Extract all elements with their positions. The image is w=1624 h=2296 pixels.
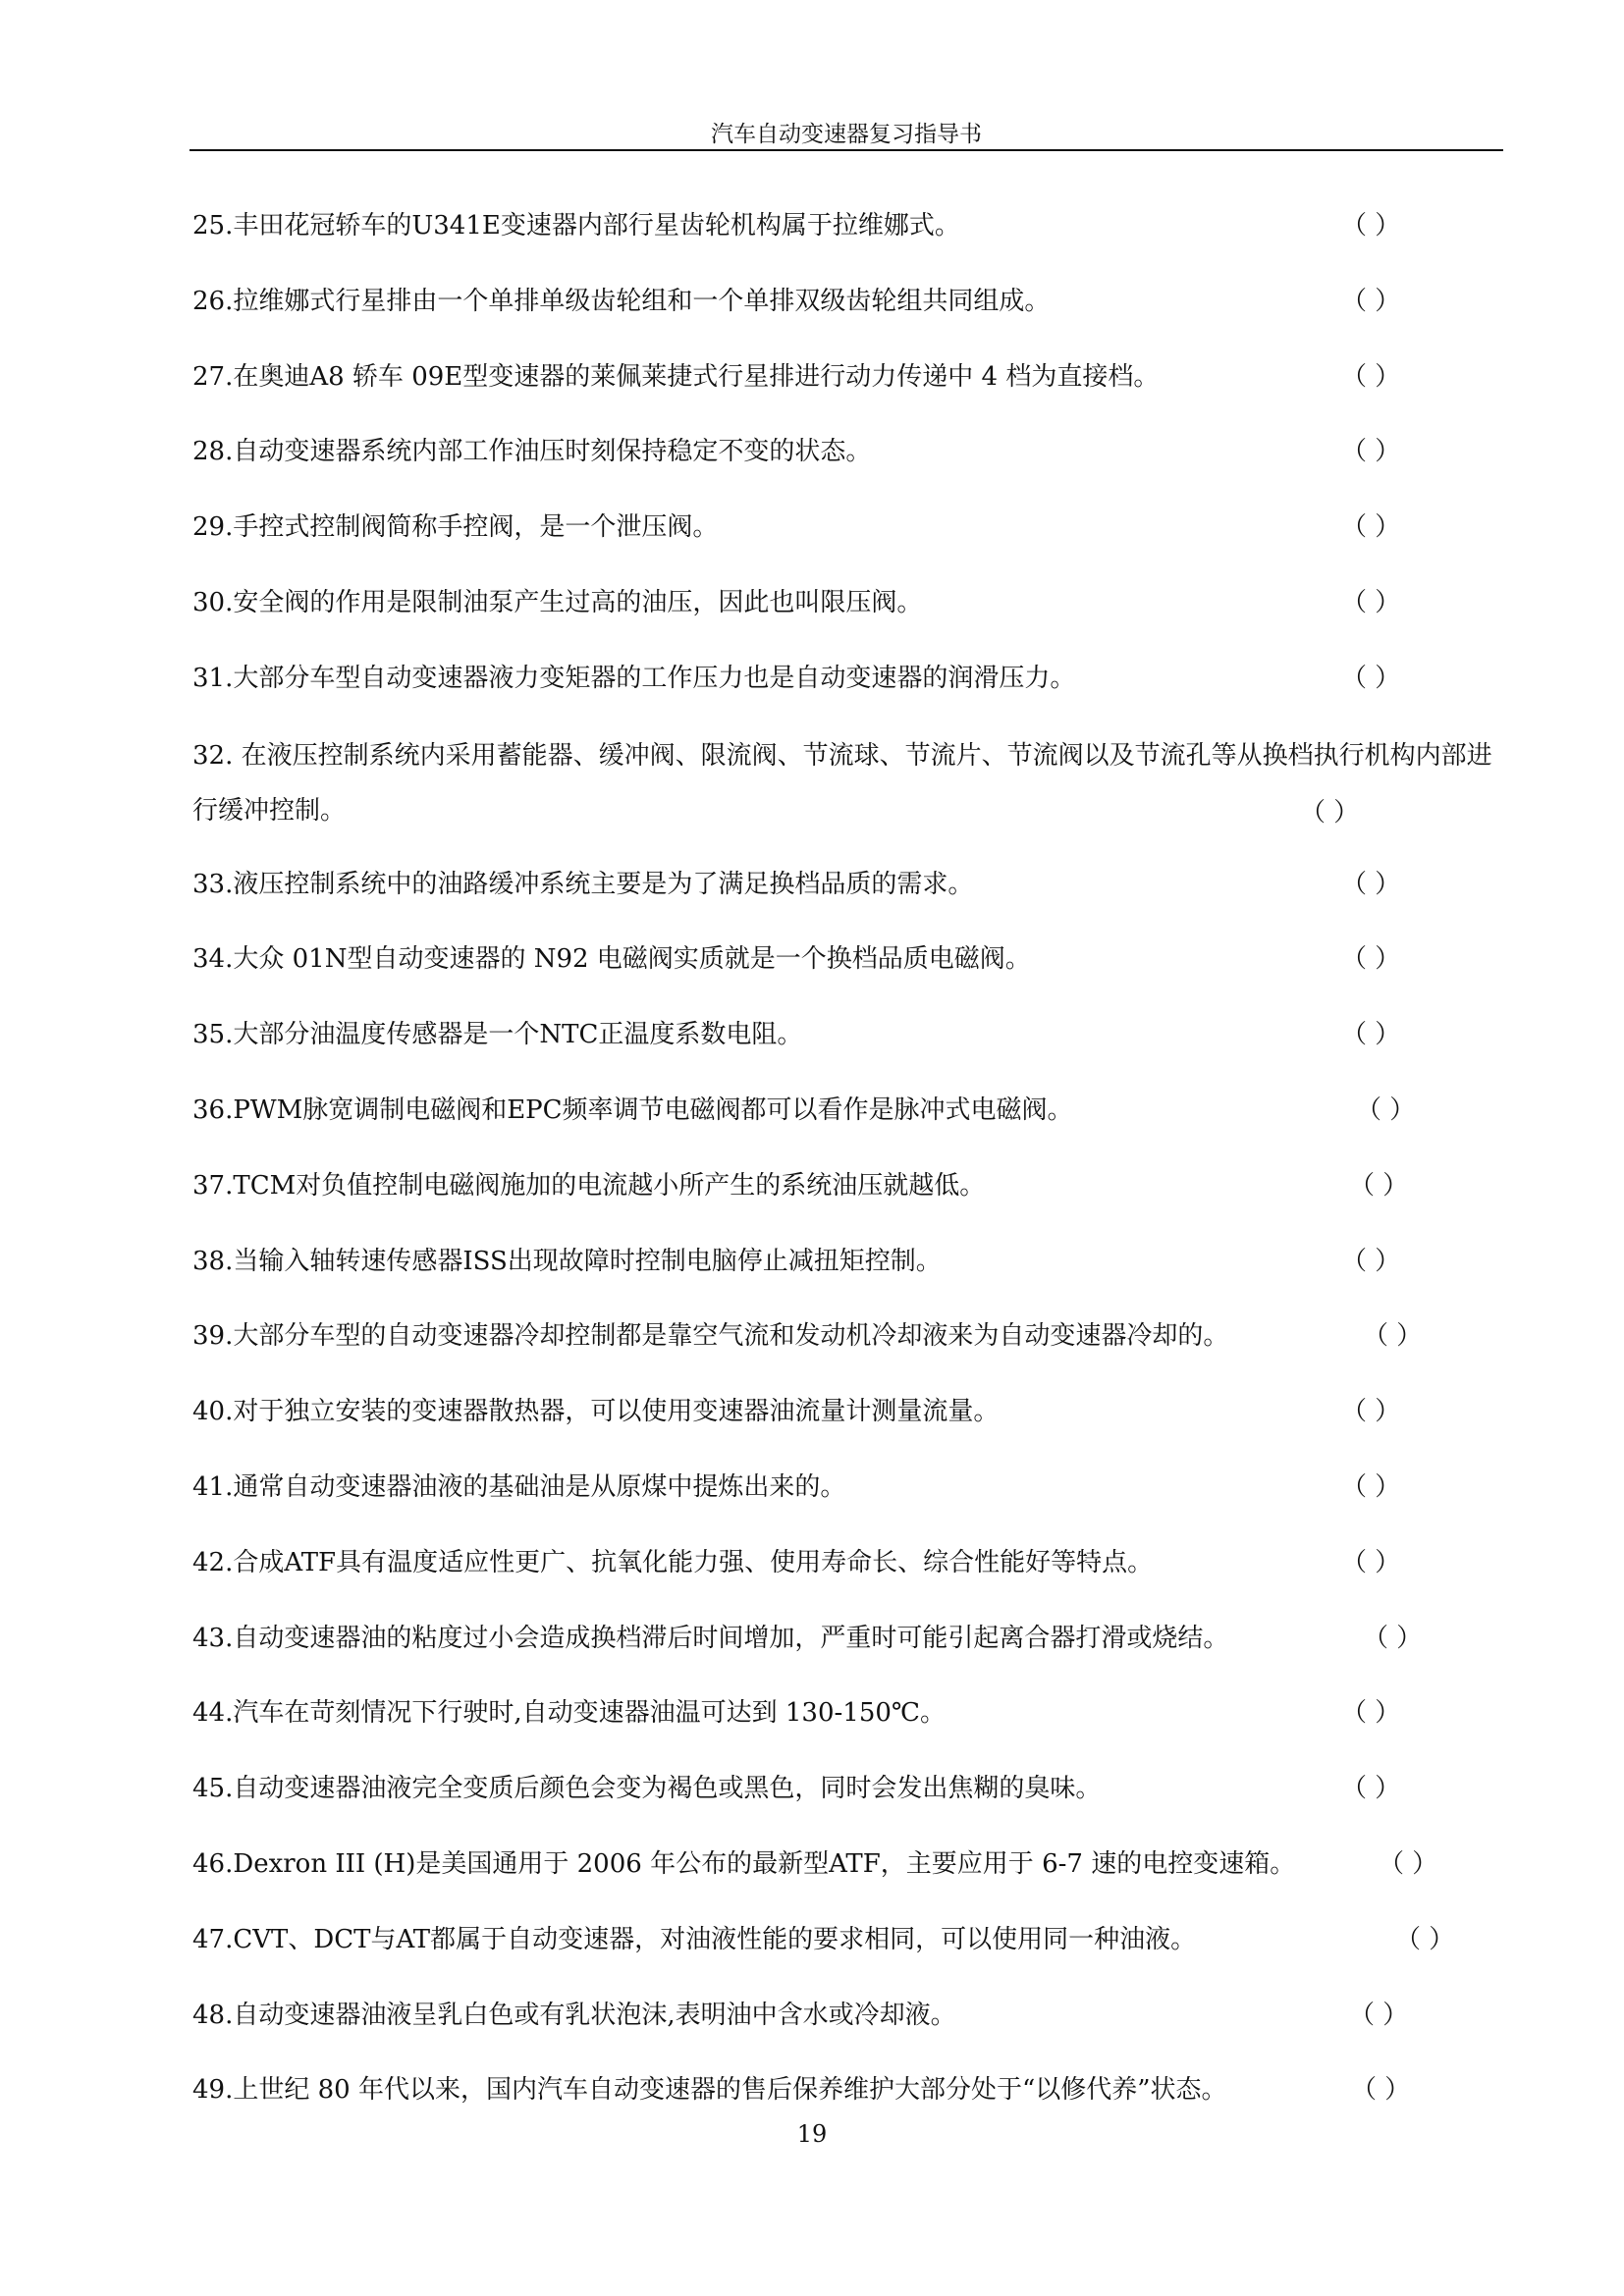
answer-blank: （ ）	[1363, 1321, 1423, 1352]
answer-blank: （ ）	[1395, 1924, 1455, 1954]
question-text: 39.大部分车型的自动变速器冷却控制都是靠空气流和发动机冷却液来为自动变速器冷却的。	[192, 1321, 1229, 1352]
question-item-43	[192, 1609, 1508, 1684]
answer-blank: （ ）	[1341, 1246, 1401, 1276]
question-item-40	[192, 1382, 1508, 1458]
question-item-25	[192, 196, 1508, 272]
question-text: 35.大部分油温度传感器是一个NTC正温度系数电阻。	[192, 1020, 803, 1050]
question-text: 47.CVT、DCT与AT都属于自动变速器，对油液性能的要求相同，可以使用同一种油液。	[192, 1924, 1197, 1954]
answer-blank: （ ）	[1341, 1020, 1401, 1050]
question-item-31	[192, 649, 1508, 724]
question-item-30	[192, 573, 1508, 649]
answer-blank: （ ）	[1341, 1698, 1401, 1729]
question-text: 33.液压控制系统中的油路缓冲系统主要是为了满足换档品质的需求。	[192, 869, 974, 899]
question-item-41	[192, 1458, 1508, 1533]
question-item-35	[192, 1005, 1508, 1081]
question-item-48	[192, 1986, 1508, 2061]
question-item-26	[192, 272, 1508, 347]
question-text: 37.TCM对负值控制电磁阀施加的电流越小所产生的系统油压就越低。	[192, 1170, 986, 1201]
answer-blank: （ ）	[1341, 286, 1401, 316]
question-item-28	[192, 422, 1508, 498]
question-item-32	[192, 724, 1508, 855]
answer-blank: （ ）	[1341, 512, 1401, 543]
question-text: 41.通常自动变速器油液的基础油是从原煤中提炼出来的。	[192, 1471, 846, 1502]
answer-blank: （ ）	[1341, 944, 1401, 975]
question-text: 40.对于独立安装的变速器散热器，可以使用变速器油流量计测量流量。	[192, 1397, 1000, 1427]
answer-blank: （ ）	[1341, 1774, 1401, 1804]
question-text: 46.Dexron III (H)是美国通用于 2006 年公布的最新型ATF，主要应用于 6-7 速的电控变速箱。	[192, 1848, 1296, 1879]
question-item-36	[192, 1081, 1508, 1156]
answer-blank: （ ）	[1349, 1170, 1409, 1201]
question-text: 31.大部分车型自动变速器液力变矩器的工作压力也是自动变速器的润滑压力。	[192, 663, 1076, 693]
question-item-46	[192, 1835, 1508, 1910]
question-item-47	[192, 1910, 1508, 1986]
question-text: 30.安全阀的作用是限制油泵产生过高的油压，因此也叫限压阀。	[192, 587, 923, 617]
question-list	[192, 196, 1508, 2136]
question-item-29	[192, 498, 1508, 573]
answer-blank: （ ）	[1341, 1547, 1401, 1577]
question-text: 27.在奥迪A8 轿车 09E型变速器的莱佩莱捷式行星排进行动力传递中 4 档为直接档。	[192, 361, 1160, 392]
question-item-37	[192, 1156, 1508, 1232]
question-text: 38.当输入轴转速传感器ISS出现故障时控制电脑停止减扭矩控制。	[192, 1246, 942, 1276]
answer-blank: （ ）	[1341, 1471, 1401, 1502]
question-item-39	[192, 1307, 1508, 1382]
question-text: 49.上世纪 80 年代以来，国内汽车自动变速器的售后保养维护大部分处于“以修代养”状态。	[192, 2075, 1227, 2106]
question-text: 36.PWM脉宽调制电磁阀和EPC频率调节电磁阀都可以看作是脉冲式电磁阀。	[192, 1095, 1073, 1125]
answer-blank: （ ）	[1300, 797, 1360, 828]
answer-blank: （ ）	[1363, 1623, 1423, 1653]
question-text: 29.手控式控制阀简称手控阀，是一个泄压阀。	[192, 512, 719, 543]
question-item-44	[192, 1683, 1508, 1759]
header-rule	[189, 149, 1503, 151]
answer-blank: （ ）	[1341, 437, 1401, 467]
answer-blank: （ ）	[1341, 211, 1401, 240]
answer-blank: （ ）	[1349, 2000, 1409, 2030]
question-text: 42.合成ATF具有温度适应性更广、抗氧化能力强、使用寿命长、综合性能好等特点。	[192, 1547, 1154, 1577]
question-text: 34.大众 01N型自动变速器的 N92 电磁阀实质就是一个换档品质电磁阀。	[192, 944, 1031, 975]
question-text: 44.汽车在苛刻情况下行驶时,自动变速器油温可达到 130-150℃。	[192, 1698, 947, 1729]
page-number: 19	[796, 2120, 828, 2148]
question-item-45	[192, 1759, 1508, 1835]
question-item-27	[192, 347, 1508, 423]
answer-blank: （ ）	[1341, 663, 1401, 693]
answer-blank: （ ）	[1341, 361, 1401, 392]
answer-blank: （ ）	[1356, 1095, 1416, 1125]
question-text: 26.拉维娜式行星排由一个单排单级齿轮组和一个单排双级齿轮组共同组成。	[192, 286, 1051, 316]
answer-blank: （ ）	[1379, 1848, 1438, 1879]
question-text: 32. 在液压控制系统内采用蓄能器、缓冲阀、限流阀、节流球、节流片、节流阀以及节流孔等从换档执行机构内部进行缓冲控制。	[192, 740, 1492, 826]
question-text: 28.自动变速器系统内部工作油压时刻保持稳定不变的状态。	[192, 437, 872, 467]
answer-blank: （ ）	[1351, 2075, 1411, 2106]
question-item-33	[192, 855, 1508, 931]
question-text: 45.自动变速器油液完全变质后颜色会变为褐色或黑色，同时会发出焦糊的臭味。	[192, 1774, 1102, 1804]
question-item-34	[192, 930, 1508, 1005]
question-text: 48.自动变速器油液呈乳白色或有乳状泡沫,表明油中含水或冷却液。	[192, 2000, 956, 2030]
question-item-38	[192, 1232, 1508, 1308]
question-text: 25.丰田花冠轿车的U341E变速器内部行星齿轮机构属于拉维娜式。	[192, 211, 960, 240]
answer-blank: （ ）	[1341, 869, 1401, 899]
page-header-title: 汽车自动变速器复习指导书	[711, 122, 982, 147]
question-text: 43.自动变速器油的粘度过小会造成换档滞后时间增加，严重时可能引起离合器打滑或烧结。	[192, 1623, 1229, 1653]
answer-blank: （ ）	[1341, 1397, 1401, 1427]
question-item-42	[192, 1533, 1508, 1609]
answer-blank: （ ）	[1341, 587, 1401, 617]
